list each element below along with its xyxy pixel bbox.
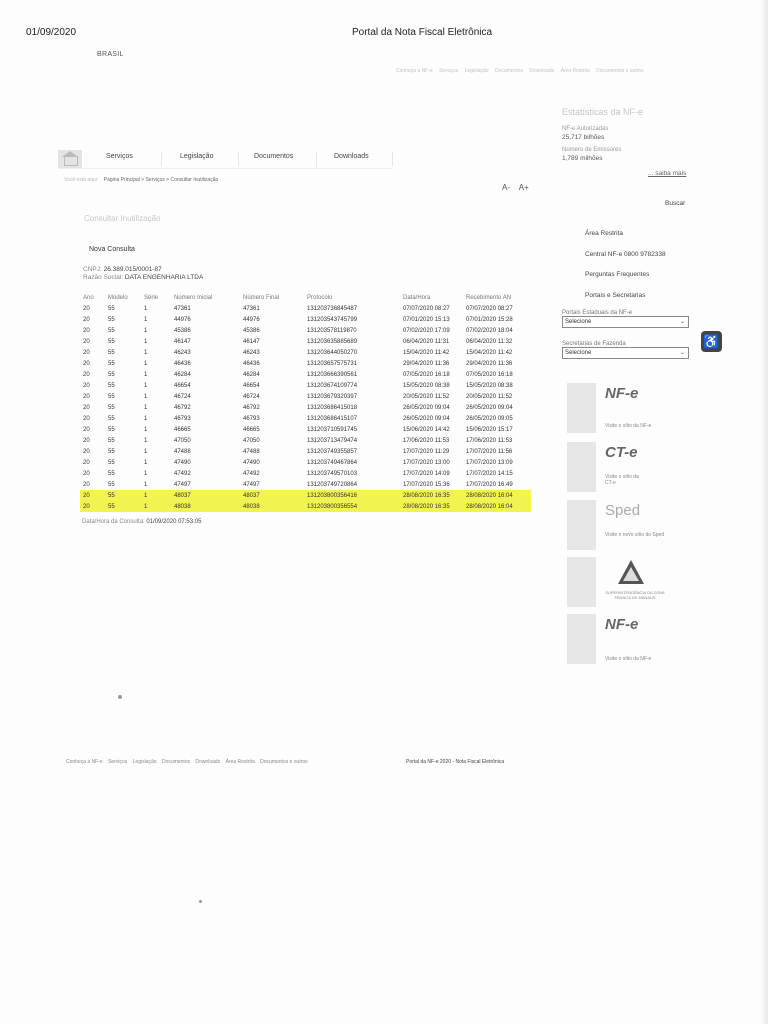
table-cell: 20: [83, 360, 90, 367]
top-link[interactable]: Conheça a NF-e: [396, 68, 433, 74]
emitters-value: 1,789 milhões: [562, 155, 603, 162]
table-cell: 131203800356554: [304, 501, 400, 512]
table-row: [80, 468, 531, 479]
table-cell: 1: [144, 437, 148, 444]
table-row: [80, 402, 531, 413]
cte-logo: CT-e: [605, 444, 638, 461]
razao-label: Razão Social:: [83, 274, 124, 281]
table-cell: 15/05/2020 08:38: [466, 382, 513, 389]
portais-select[interactable]: [562, 316, 689, 328]
accessibility-icon[interactable]: ♿: [701, 331, 722, 352]
col-data-hora: Data/Hora: [403, 294, 431, 301]
table-cell: 1: [144, 393, 148, 400]
footer-link[interactable]: Documentos e outros: [260, 759, 308, 765]
table-cell: 131203749355857: [307, 448, 358, 455]
home-icon[interactable]: [58, 150, 82, 168]
table-cell: 46654: [174, 382, 191, 389]
table-cell: 28/08/2020 16:04: [463, 490, 531, 501]
portais-label: Portais Estaduais da NF-e: [562, 310, 633, 316]
table-cell: 20: [83, 470, 90, 477]
table-cell: 20: [83, 305, 90, 312]
sidebar-item-area-restrita[interactable]: Área Restrita: [585, 230, 623, 237]
table-cell: 15/04/2020 11:42: [466, 349, 513, 356]
table-cell: 1: [144, 382, 148, 389]
top-link[interactable]: Downloads: [529, 68, 555, 74]
table-cell: 26/05/2020 09:04: [403, 404, 450, 411]
table-cell: 1: [144, 426, 148, 433]
portais-select-group: [562, 310, 689, 328]
table-cell: 47050: [174, 437, 191, 444]
table-cell: 1: [144, 305, 148, 312]
page-title: Consultar Inutilização: [84, 214, 161, 223]
top-link[interactable]: Serviços: [439, 68, 459, 74]
table-cell: 20: [83, 393, 90, 400]
table-cell: 55: [108, 426, 115, 433]
secretarias-selected: Selecione: [565, 350, 592, 356]
table-cell: 17/07/2020 13:09: [466, 459, 513, 466]
table-cell: 47492: [174, 470, 191, 477]
table-cell: 48038: [240, 501, 304, 512]
table-cell: 46654: [243, 382, 260, 389]
table-cell: 15/06/2020 14:42: [403, 426, 450, 433]
banner-caption: Visite o sítio da NF-e: [605, 656, 652, 662]
secretarias-select[interactable]: [562, 347, 689, 359]
table-cell: 46793: [174, 415, 191, 422]
query-datetime: [82, 519, 201, 525]
banner-caption: SUPERINTENDÊNCIA DA ZONA FRANCA DE MANAUS: [605, 590, 665, 600]
table-cell: 28/08/2020 16:35: [400, 490, 463, 501]
footer-link[interactable]: Conheça a NF-e: [66, 759, 103, 765]
table-cell: 131203674109774: [307, 382, 358, 389]
table-cell: 1: [144, 470, 148, 477]
table-cell: 17/06/2020 11:53: [403, 437, 450, 444]
table-cell: 131203666390561: [307, 371, 358, 378]
table-cell: 55: [108, 371, 115, 378]
cnpj-label: CNPJ:: [83, 266, 102, 273]
table-cell: 131203635885689: [307, 338, 358, 345]
table-cell: 07/05/2020 16:18: [403, 371, 450, 378]
table-cell: 46147: [174, 338, 191, 345]
nav-divider: [238, 152, 239, 166]
table-cell: 20: [83, 437, 90, 444]
table-cell: 17/07/2020 16:49: [466, 481, 513, 488]
table-cell: 1: [141, 501, 171, 512]
table-cell: 55: [108, 437, 115, 444]
table-cell: 20: [83, 316, 90, 323]
table-cell: 46436: [243, 360, 260, 367]
sidebar-item-central[interactable]: Central NF-e 0800 9782338: [585, 250, 666, 258]
table-cell: 131203749570103: [307, 470, 358, 477]
table-cell: 20: [83, 338, 90, 345]
table-row: [80, 347, 531, 358]
table-cell: 07/02/2020 18:04: [466, 327, 513, 334]
chevron-down-icon: ⌄: [679, 319, 685, 325]
banner-caption: Visite o sítio da NF-e: [605, 423, 652, 429]
table-cell: 15/04/2020 11:42: [403, 349, 450, 356]
table-cell: 55: [108, 393, 115, 400]
nav-downloads[interactable]: Downloads: [334, 153, 369, 160]
breadcrumb-path[interactable]: Página Principal > Serviços > Consultar Inutilização: [103, 177, 219, 183]
authorized-label: NF-e Autorizadas: [562, 126, 609, 132]
top-link[interactable]: Legislação: [464, 68, 489, 74]
table-cell: 47490: [174, 459, 191, 466]
table-cell: 55: [108, 404, 115, 411]
table-cell: 46243: [174, 349, 191, 356]
col-modelo: Modelo: [108, 294, 128, 301]
table-cell: 55: [108, 338, 115, 345]
banner-caption: Visite o novo sítio do Sped: [605, 532, 665, 538]
top-link[interactable]: Área Restrita: [560, 68, 590, 74]
table-cell: 20: [83, 448, 90, 455]
table-cell: 1: [144, 481, 148, 488]
nav-servicos[interactable]: Serviços: [106, 153, 133, 160]
cnpj-value: 26.389.015/0001-87: [103, 266, 162, 273]
query-datetime-value: 01/09/2020 07:53:05: [146, 519, 202, 525]
top-links: [396, 68, 649, 74]
banner-nfe[interactable]: [567, 383, 671, 433]
table-cell: 47050: [243, 437, 260, 444]
footer-link[interactable]: Downloads: [195, 759, 221, 765]
table-cell: 15/06/2020 15:17: [466, 426, 513, 433]
table-cell: 47497: [174, 481, 191, 488]
authorized-value: 25,717 bilhões: [562, 134, 605, 141]
table-cell: 47488: [174, 448, 191, 455]
search-button[interactable]: Buscar: [665, 200, 686, 207]
table-cell: 55: [108, 459, 115, 466]
table-cell: 46724: [174, 393, 191, 400]
table-cell: 46665: [243, 426, 260, 433]
table-cell: 44976: [243, 316, 260, 323]
footer-links: [66, 759, 312, 765]
nav-divider: [161, 152, 162, 166]
table-cell: 20/05/2020 11:52: [466, 393, 513, 400]
table-cell: 07/07/2020 08:27: [466, 305, 513, 312]
nav-legislacao[interactable]: Legislação: [180, 153, 214, 160]
table-row: [80, 446, 531, 457]
table-cell: 17/07/2020 14:09: [403, 470, 450, 477]
table-row: [80, 336, 531, 347]
table-row: [80, 490, 531, 501]
banner-thumb: [567, 557, 596, 607]
print-date: 01/09/2020: [26, 27, 77, 38]
col-serie: Série: [144, 294, 159, 301]
font-decrease-button[interactable]: A-: [502, 183, 510, 192]
table-cell: 47361: [174, 305, 191, 312]
table-cell: 131203686415018: [307, 404, 358, 411]
table-cell: 55: [108, 481, 115, 488]
col-numero-inicial: Número Inicial: [174, 294, 213, 301]
table-cell: 55: [108, 349, 115, 356]
sidebar-item-faq[interactable]: Perguntas Frequentes: [585, 271, 650, 278]
table-cell: 131203679320397: [307, 393, 358, 400]
table-cell: 28/08/2020 16:35: [400, 501, 463, 512]
table-row: [80, 501, 531, 512]
table-cell: 07/05/2020 16:18: [466, 371, 513, 378]
table-cell: 48038: [171, 501, 240, 512]
table-cell: 46243: [243, 349, 260, 356]
nfe-logo: NF-e: [605, 616, 639, 633]
table-cell: 46665: [174, 426, 191, 433]
table-cell: 46793: [243, 415, 260, 422]
top-link[interactable]: Documentos: [494, 68, 524, 74]
table-cell: 20: [83, 349, 90, 356]
table-cell: 55: [108, 415, 115, 422]
table-cell: 1: [144, 415, 148, 422]
print-title: Portal da Nota Fiscal Eletrônica: [352, 27, 493, 38]
sidebar-menu: [585, 230, 666, 312]
portais-selected: Selecione: [565, 319, 592, 325]
banner-cte[interactable]: [567, 442, 671, 492]
table-cell: 131203800356416: [304, 490, 400, 501]
table-cell: 55: [105, 501, 141, 512]
table-cell: 131203578119870: [307, 327, 357, 334]
scan-speck: [118, 695, 122, 699]
country-label: BRASIL: [97, 51, 124, 58]
table-row: [80, 435, 531, 446]
table-cell: 26/05/2020 09:05: [466, 415, 513, 422]
col-numero-final: Número Final: [243, 294, 280, 301]
table-cell: 131203749467864: [307, 459, 358, 466]
table-cell: 06/04/2020 11:32: [466, 338, 513, 345]
table-cell: 46792: [174, 404, 191, 411]
table-cell: 07/01/2020 15:13: [403, 316, 450, 323]
suframa-logo: [617, 559, 645, 585]
table-cell: 17/07/2020 11:56: [466, 448, 513, 455]
table-cell: 06/04/2020 11:31: [403, 338, 450, 345]
table-cell: 46147: [243, 338, 260, 345]
table-cell: 1: [144, 459, 148, 466]
table-cell: 46436: [174, 360, 191, 367]
banner-sped[interactable]: [567, 500, 671, 550]
query-datetime-label: Data/Hora da Consulta:: [82, 519, 145, 525]
table-cell: 20: [80, 501, 105, 512]
table-cell: 46724: [243, 393, 260, 400]
table-cell: 20: [83, 404, 90, 411]
scan-speck: [199, 900, 202, 903]
table-cell: 29/04/2020 11:36: [466, 360, 513, 367]
nav-divider: [316, 152, 317, 166]
breadcrumb-prefix: Você está aqui:: [64, 177, 99, 183]
footer-link[interactable]: Legislação: [132, 759, 157, 765]
nav-documentos[interactable]: Documentos: [254, 153, 294, 160]
table-cell: 47497: [243, 481, 260, 488]
table-cell: 46284: [174, 371, 191, 378]
table-cell: 55: [108, 470, 115, 477]
table-row: [80, 380, 531, 391]
footer-link[interactable]: Área Restrita: [225, 759, 255, 765]
table-cell: 55: [108, 316, 115, 323]
table-cell: 55: [108, 448, 115, 455]
table-cell: 1: [144, 360, 148, 367]
table-cell: 20: [83, 481, 90, 488]
table-row: [80, 325, 531, 336]
banner-thumb: [567, 614, 596, 664]
table-cell: 1: [144, 316, 148, 323]
table-cell: 47488: [243, 448, 260, 455]
table-cell: 1: [144, 327, 148, 334]
table-cell: 26/05/2020 09:04: [403, 415, 450, 422]
table-cell: 07/02/2020 17:09: [403, 327, 450, 334]
footer-copyright: Portal da NF-e 2020 - Nota Fiscal Eletrônica: [406, 759, 505, 765]
table-header-row: [80, 292, 531, 303]
table-cell: 131203644050270: [307, 349, 358, 356]
table-cell: 44976: [174, 316, 191, 323]
table-cell: 1: [144, 338, 148, 345]
banner-caption: Visite o sítio da CT-e: [605, 474, 639, 486]
table-row: [80, 413, 531, 424]
nav-divider: [392, 152, 393, 166]
banner-thumb: [567, 500, 596, 550]
table-cell: 131203686415107: [307, 415, 358, 422]
razao-value: DATA ENGENHARIA LTDA: [124, 274, 204, 281]
secretarias-select-group: [562, 341, 689, 359]
table-cell: 20: [83, 415, 90, 422]
table-cell: 17/07/2020 11:29: [403, 448, 450, 455]
secretarias-label: Secretarias de Fazenda: [562, 341, 626, 347]
table-row: [80, 391, 531, 402]
table-cell: 17/06/2020 11:53: [466, 437, 513, 444]
table-row: [80, 424, 531, 435]
table-row: [80, 314, 531, 325]
table-cell: 131203657575731: [307, 360, 358, 367]
banner-suframa[interactable]: [567, 557, 671, 607]
table-cell: 15/05/2020 08:38: [403, 382, 450, 389]
stats-title: Estatísticas da NF-e: [562, 107, 644, 117]
stats-panel: [562, 107, 702, 167]
table-cell: 1: [144, 371, 148, 378]
nfe-logo: NF-e: [605, 385, 639, 402]
banner-nfe-2[interactable]: [567, 614, 671, 664]
font-increase-button[interactable]: A+: [518, 183, 529, 192]
table-cell: 17/07/2020 15:36: [403, 481, 450, 488]
table-cell: 1: [144, 404, 148, 411]
table-cell: 07/01/2020 15:28: [466, 316, 513, 323]
font-size-controls: [502, 183, 536, 192]
table-row: [80, 479, 531, 490]
table-cell: 20: [83, 459, 90, 466]
breadcrumb: [64, 177, 218, 183]
main-nav: [58, 150, 393, 169]
table-cell: 131203713479474: [307, 437, 358, 444]
table-cell: 55: [108, 305, 115, 312]
col-recebimento: Recebimento AN: [466, 294, 512, 301]
table-cell: 1: [144, 448, 148, 455]
table-cell: 17/07/2020 14:15: [466, 470, 513, 477]
table-cell: 1: [141, 490, 171, 501]
table-cell: 47490: [243, 459, 260, 466]
footer-link[interactable]: Serviços: [108, 759, 128, 765]
banner-thumb: [567, 442, 596, 492]
table-cell: 55: [108, 382, 115, 389]
table-cell: 07/07/2020 08:27: [403, 305, 450, 312]
table-cell: 1: [144, 349, 148, 356]
table-cell: 20: [80, 490, 105, 501]
table-cell: 131203749720864: [307, 481, 358, 488]
table-row: [80, 369, 531, 380]
table-cell: 29/04/2020 11:36: [403, 360, 450, 367]
table-row: [80, 457, 531, 468]
sidebar-item-portais[interactable]: Portais e Secretarias: [585, 291, 646, 299]
table-cell: 55: [108, 360, 115, 367]
col-ano: Ano: [83, 294, 94, 301]
saiba-mais-link[interactable]: ... saiba mais: [648, 170, 687, 177]
table-cell: 20: [83, 382, 90, 389]
table-cell: 47492: [243, 470, 260, 477]
table-cell: 46792: [243, 404, 260, 411]
results-table: [80, 292, 531, 512]
table-cell: 20: [83, 327, 90, 334]
table-cell: 45386: [174, 327, 191, 334]
banner-thumb: [567, 383, 596, 433]
table-cell: 28/08/2020 16:04: [463, 501, 531, 512]
table-cell: 47361: [243, 305, 260, 312]
table-cell: 26/05/2020 09:04: [466, 404, 513, 411]
table-cell: 20: [83, 371, 90, 378]
emitters-label: Número de Emissores: [562, 147, 622, 153]
table-cell: 55: [108, 327, 115, 334]
table-cell: 131203543745799: [307, 316, 358, 323]
table-cell: 46284: [243, 371, 260, 378]
table-cell: 17/07/2020 13:00: [403, 459, 450, 466]
table-cell: 55: [105, 490, 141, 501]
sped-logo: Sped: [605, 502, 641, 519]
table-cell: 45386: [243, 327, 260, 334]
new-query-link[interactable]: Nova Consulta: [89, 246, 135, 253]
footer-link[interactable]: Documentos: [161, 759, 191, 765]
col-protocolo: Protocolo: [307, 294, 333, 301]
table-cell: 20/05/2020 11:52: [403, 393, 450, 400]
chevron-down-icon: ⌄: [679, 350, 685, 356]
top-link[interactable]: Documentos e outros: [596, 68, 644, 74]
company-info: [83, 266, 203, 282]
page-edge-shadow: [760, 0, 768, 1024]
table-row: [80, 303, 531, 314]
table-cell: 131203710591745: [307, 426, 358, 433]
table-cell: 20: [83, 426, 90, 433]
table-row: [80, 358, 531, 369]
table-cell: 48037: [240, 490, 304, 501]
table-cell: 48037: [171, 490, 240, 501]
table-cell: 131203736845487: [307, 305, 358, 312]
